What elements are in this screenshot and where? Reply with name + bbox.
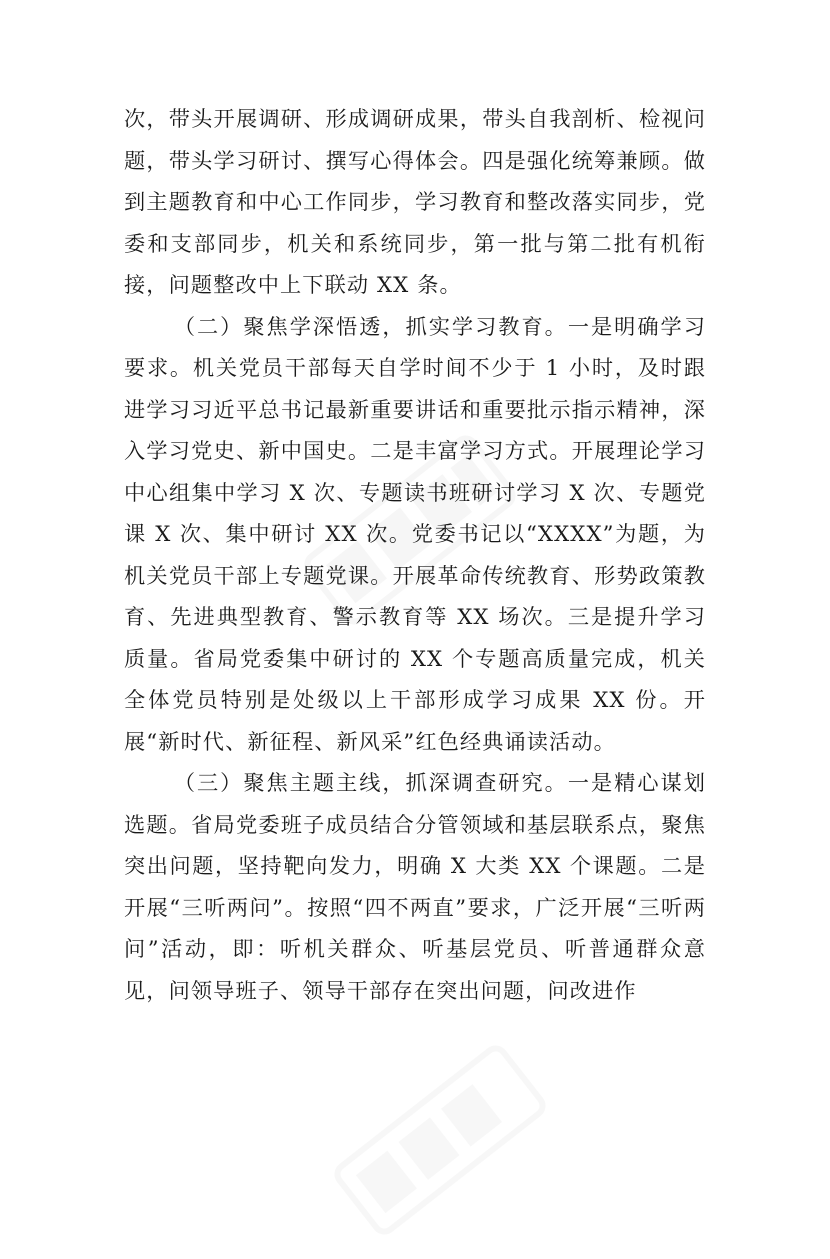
paragraph-section-2: （二）聚焦学深悟透，抓实学习教育。一是明确学习要求。机关党员干部每天自学时间不少于 1 小时，及时跟进学习习近平总书记最新重要讲话和重要批示指示精神，深入学习党史、新中国史。二是丰富学习方式。开展理论学习中心组集中学习 X 次、专题读书班研讨学习 X 次、专题党课 X 次、集中研讨 XX 次。党委书记以“XXXX”为题，为机关党员干部上专题党课。开展革命传统教育、形势政策教育、先进典型教育、警示教育等 XX 场次。三是提升学习质量。省局党委集中研讨的 XX 个专题高质量完成，机关全体党员特别是处级以上干部形成学习成果 XX 份。开展“新时代、新征程、新风采”红色经典诵读活动。: [124, 313, 706, 754]
watermark-graphic: [316, 1025, 563, 1255]
document-body: [124, 98, 706, 1011]
paragraph-section-3: （三）聚焦主题主线，抓深调查研究。一是精心谋划选题。省局党委班子成员结合分管领域和基层联系点，聚焦突出问题，坚持靶向发力，明确 X 大类 XX 个课题。二是开展“三听两问”。按照“四不两直”要求，广泛开展“三听两问”活动，即：听机关群众、听基层党员、听普通群众意见，问领导班子、领导干部存在突出问题，问改进作: [124, 770, 706, 1003]
paragraph-continuation: 次，带头开展调研、形成调研成果，带头自我剖析、检视问题，带头学习研讨、撰写心得体会。四是强化统筹兼顾。做到主题教育和中心工作同步，学习教育和整改落实同步，党委和支部同步，机关和系统同步，第一批与第二批有机衔接，问题整改中上下联动 XX 条。: [124, 106, 706, 297]
